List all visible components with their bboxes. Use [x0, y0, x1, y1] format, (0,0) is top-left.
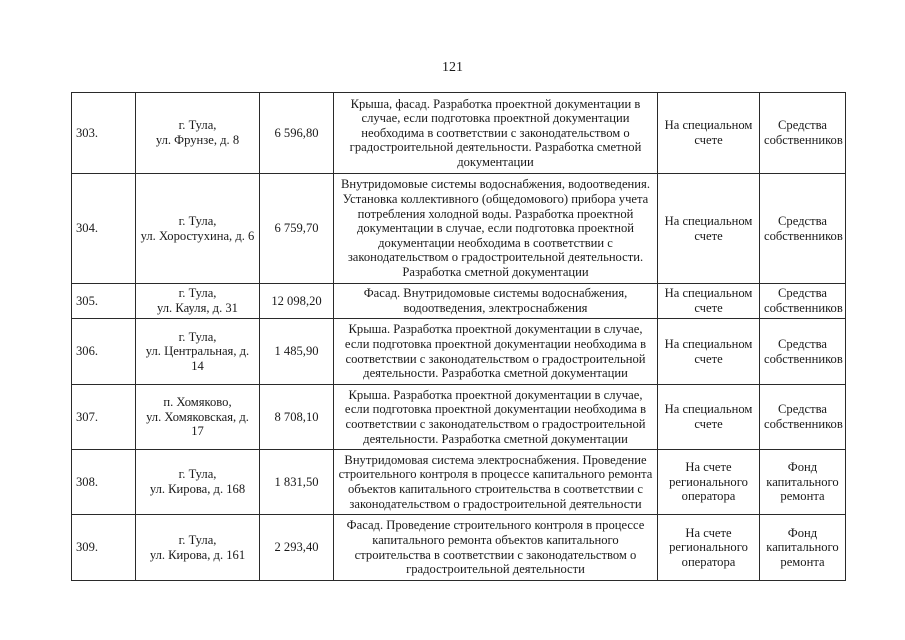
address-cell — [136, 319, 260, 385]
funding-source-cell: Фонд капитального ремонта — [760, 515, 846, 581]
address-city: г. Тула, — [178, 329, 217, 344]
table-row — [72, 515, 846, 581]
address-street: ул. Кирова, д. 168 — [149, 482, 246, 496]
works-cell: Внутридомовая система электроснабжения. Проведение строительного контроля в процессе капитального ремонта объектов капитального строительства в соответствии с законодательством о градостроительной деятельности — [334, 450, 658, 515]
cost-cell: 6 596,80 — [260, 93, 334, 174]
address-street: ул. Кирова, д. 161 — [149, 547, 246, 562]
table-row — [72, 93, 846, 174]
row-number: 309. — [72, 515, 136, 581]
account-cell: На специальном счете — [658, 174, 760, 284]
address-city: г. Тула, — [178, 118, 217, 133]
cost-cell: 2 293,40 — [260, 515, 334, 581]
table-row — [72, 319, 846, 385]
address-cell — [136, 93, 260, 174]
funding-source-cell: Средства собственников — [760, 284, 846, 319]
account-cell: На специальном счете — [658, 319, 760, 385]
row-number: 306. — [72, 319, 136, 385]
address-city: г. Тула, — [178, 286, 217, 301]
funding-source-cell: Средства собственников — [760, 385, 846, 450]
funding-source-cell: Фонд капитального ремонта — [760, 450, 846, 515]
table-row — [72, 450, 846, 515]
funding-source-cell: Средства собственников — [760, 174, 846, 284]
works-cell: Крыша, фасад. Разработка проектной документации в случае, если подготовка проектной документации необходима в соответствии с законодательством о градостроительной деятельности. Разработка сметной документации — [334, 93, 658, 174]
address-street: ул. Хомяковская, д. 17 — [146, 409, 249, 439]
address-street: ул. Центральная, д. 14 — [145, 344, 250, 373]
funding-source-cell: Средства собственников — [760, 93, 846, 174]
address-cell — [136, 515, 260, 581]
works-cell: Крыша. Разработка проектной документации в случае, если подготовка проектной документации необходима в соответствии с законодательством о градостроительной деятельности. Разработка сметной документации — [334, 385, 658, 450]
account-cell: На счете регионального оператора — [658, 450, 760, 515]
row-number: 303. — [72, 93, 136, 174]
account-cell: На специальном счете — [658, 284, 760, 319]
cost-cell: 1 831,50 — [260, 450, 334, 515]
cost-cell: 12 098,20 — [260, 284, 334, 319]
account-cell: На специальном счете — [658, 93, 760, 174]
row-number: 305. — [72, 284, 136, 319]
address-cell — [136, 450, 260, 515]
repair-program-table — [71, 92, 846, 581]
address-street: ул. Кауля, д. 31 — [157, 301, 238, 315]
table-row — [72, 174, 846, 284]
row-number: 304. — [72, 174, 136, 284]
address-street: ул. Фрунзе, д. 8 — [155, 133, 240, 147]
works-cell: Внутридомовые системы водоснабжения, водоотведения. Установка коллективного (общедомового) прибора учета потребления холодной воды. Разработка проектной документации в случае, если подготовка проектной документации необходима в соответствии с законодательством о градостроительной деятельности. Разработка сметной документации — [334, 174, 658, 284]
works-cell: Фасад. Внутридомовые системы водоснабжения, водоотведения, электроснабжения — [334, 284, 658, 319]
account-cell: На счете регионального оператора — [658, 515, 760, 581]
cost-cell: 6 759,70 — [260, 174, 334, 284]
address-street: ул. Хоростухина, д. 6 — [140, 228, 255, 243]
address-city: п. Хомяково, — [163, 395, 232, 410]
table-row — [72, 284, 846, 319]
address-cell — [136, 284, 260, 319]
row-number: 308. — [72, 450, 136, 515]
page-number: 121 — [442, 60, 463, 75]
address-cell — [136, 385, 260, 450]
address-city: г. Тула, — [178, 532, 217, 547]
works-cell: Фасад. Проведение строительного контроля в процессе капитального ремонта объектов капитального строительства в соответствии с законодательством о градостроительной деятельности — [334, 515, 658, 581]
works-cell: Крыша. Разработка проектной документации в случае, если подготовка проектной документации необходима в соответствии с законодательством о градостроительной деятельности. Разработка сметной документации — [334, 319, 658, 385]
funding-source-cell: Средства собственников — [760, 319, 846, 385]
table-row — [72, 385, 846, 450]
row-number: 307. — [72, 385, 136, 450]
address-city: г. Тула, — [178, 213, 217, 228]
cost-cell: 8 708,10 — [260, 385, 334, 450]
account-cell: На специальном счете — [658, 385, 760, 450]
address-cell — [136, 174, 260, 284]
address-city: г. Тула, — [178, 467, 217, 482]
cost-cell: 1 485,90 — [260, 319, 334, 385]
